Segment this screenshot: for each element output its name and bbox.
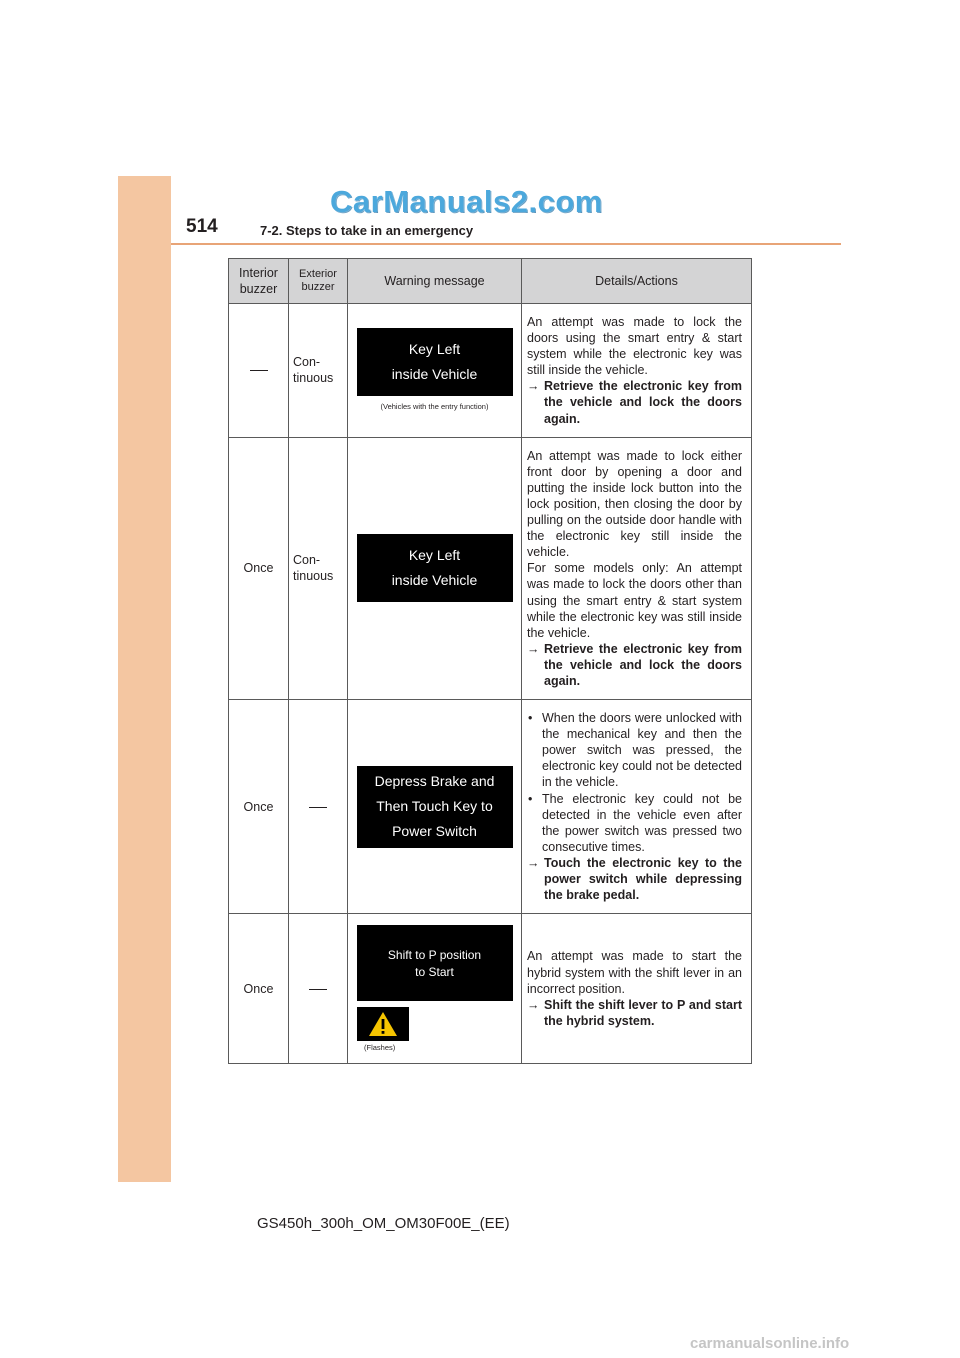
- exterior-buzzer-cell: [289, 700, 348, 914]
- message-note: (Flashes): [364, 1042, 396, 1052]
- arrow-icon: →: [527, 641, 540, 656]
- details-cell: An attempt was made to lock the doors using the smart entry & start system while the electronic key was still inside the vehicle. → Retrieve the electronic key from the vehicle and lock the doors again.: [522, 304, 752, 438]
- watermark-bottom: carmanualsonline.info: [690, 1335, 850, 1352]
- chapter-sidebar-tab: [118, 176, 171, 1182]
- table-row: [229, 914, 752, 1064]
- page-number: 514: [186, 216, 218, 237]
- column-header-interior-buzzer: Interior buzzer: [229, 259, 289, 304]
- details-cell: [522, 700, 752, 914]
- details-cell: An attempt was made to lock either front door by opening a door and putting the inside lock button into the lock position, then closing the door by pulling on the outside door handle with the electronic key still inside the vehicle. For some models only: An attempt was made to lock the doors other than using the smart entry & start system while the electronic key was still inside the vehicle. → Retrieve the electronic key from the vehicle and lock the doors again.: [522, 437, 752, 699]
- column-header-exterior-buzzer: Exterior buzzer: [289, 259, 348, 304]
- arrow-icon: →: [527, 855, 540, 870]
- warning-triangle-icon: [357, 1007, 409, 1041]
- not-applicable-dash: [309, 807, 327, 808]
- section-title: 7-2. Steps to take in an emergency: [260, 223, 474, 238]
- warning-display-key-left: Key Left inside Vehicle: [357, 534, 513, 602]
- header-divider: [171, 243, 841, 245]
- list-item: • The electronic key could not be detected in the vehicle even after the power switch was pressed two consecutive times.: [528, 791, 742, 854]
- interior-buzzer-cell: [229, 304, 289, 438]
- warning-display-shift-to-p: Shift to P position to Start: [357, 925, 513, 1001]
- warning-display-depress-brake: Depress Brake and Then Touch Key to Power Switch: [357, 766, 513, 848]
- not-applicable-dash: [250, 370, 268, 371]
- action-line: → Shift the shift lever to P and start the hybrid system.: [527, 997, 742, 1028]
- exterior-buzzer-cell: [289, 914, 348, 1064]
- action-line: → Retrieve the electronic key from the vehicle and lock the doors again.: [527, 641, 742, 688]
- action-line: → Retrieve the electronic key from the vehicle and lock the doors again.: [527, 379, 742, 426]
- list-item: • When the doors were unlocked with the mechanical key and then the power switch was pressed, the electronic key could not be detected in the vehicle.: [528, 711, 742, 790]
- column-header-warning-message: Warning message: [348, 259, 522, 304]
- not-applicable-dash: [309, 989, 327, 990]
- interior-buzzer-cell: Once: [229, 700, 289, 914]
- warning-message-cell: [348, 304, 522, 438]
- column-header-details-actions: Details/Actions: [522, 259, 752, 304]
- exterior-buzzer-cell: Con- tinuous: [289, 437, 348, 699]
- bullet-icon: •: [528, 711, 533, 726]
- warning-message-cell: [348, 437, 522, 699]
- footer-model-code: GS450h_300h_OM_OM30F00E_(EE): [257, 1215, 510, 1232]
- interior-buzzer-cell: Once: [229, 437, 289, 699]
- warning-message-table: [228, 258, 752, 1064]
- table-row: [229, 437, 752, 699]
- watermark-top: CarManuals2.com: [330, 184, 603, 219]
- arrow-icon: →: [527, 379, 540, 394]
- details-cell: An attempt was made to start the hybrid system with the shift lever in an incorrect position. → Shift the shift lever to P and start the hybrid system.: [522, 914, 752, 1064]
- warning-display-key-left: Key Left inside Vehicle: [357, 328, 513, 396]
- interior-buzzer-cell: Once: [229, 914, 289, 1064]
- bullet-icon: •: [528, 791, 533, 806]
- table-row: [229, 304, 752, 438]
- arrow-icon: →: [527, 997, 540, 1012]
- table-header-row: [229, 259, 752, 304]
- exterior-buzzer-cell: Con- tinuous: [289, 304, 348, 438]
- table-row: [229, 700, 752, 914]
- action-line: → Touch the electronic key to the power switch while depressing the brake pedal.: [527, 855, 742, 903]
- message-note: (Vehicles with the entry function): [380, 402, 489, 412]
- warning-message-cell: [348, 914, 522, 1064]
- warning-message-cell: [348, 700, 522, 914]
